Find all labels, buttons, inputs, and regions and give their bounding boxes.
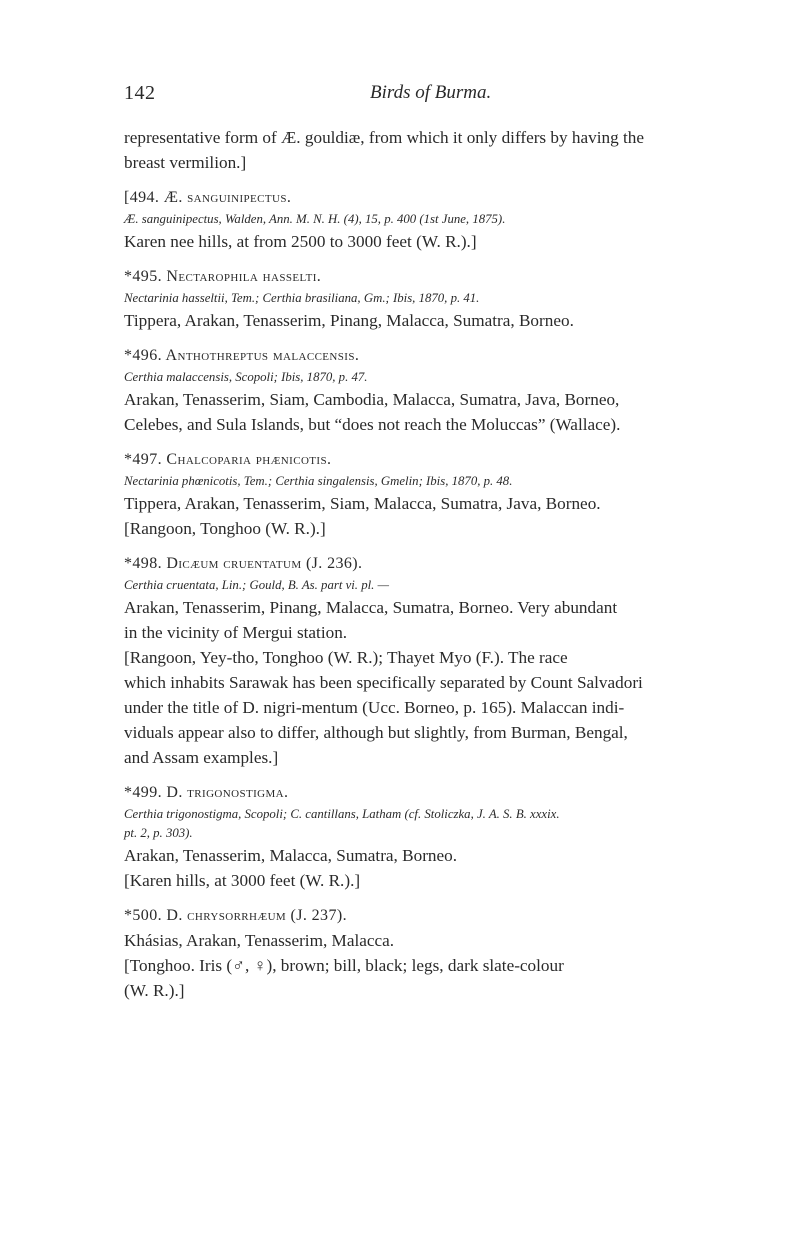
species-entry-499: [124, 781, 680, 893]
page-number: 142: [124, 82, 156, 104]
species-heading: *499. D. trigonostigma.: [124, 784, 289, 801]
species-heading: *498. Dicæum cruentatum (J. 236).: [124, 555, 363, 572]
intro-line-2: breast vermilion.]: [124, 153, 247, 172]
species-heading: [494. Æ. sanguinipectus.: [124, 189, 292, 206]
synonymy-line: Certhia trigonostigma, Scopoli; C. cantillans, Latham (cf. Stoliczka, J. A. S. B. xxxix.: [124, 807, 560, 821]
page-body: [124, 125, 680, 1003]
synonymy-line: Nectarinia phœnicotis, Tem.; Certhia singalensis, Gmelin; Ibis, 1870, p. 48.: [124, 474, 513, 488]
species-heading: *497. Chalcoparia phænicotis.: [124, 451, 332, 468]
species-entry-496: [124, 344, 680, 437]
species-entry-500: [124, 904, 680, 1003]
synonymy-line: Nectarinia hasseltii, Tem.; Certhia brasiliana, Gm.; Ibis, 1870, p. 41.: [124, 291, 480, 305]
locality-note: which inhabits Sarawak has been specifically separated by Count Salvadori: [124, 673, 643, 692]
species-heading: *500. D. chrysorrhæum (J. 237).: [124, 907, 347, 924]
species-entry-497: [124, 448, 680, 541]
synonymy-line: Æ. sanguinipectus, Walden, Ann. M. N. H. (4), 15, p. 400 (1st June, 1875).: [124, 212, 506, 226]
distribution-line: Khásias, Arakan, Tenasserim, Malacca.: [124, 931, 395, 950]
locality-note: [Rangoon, Tonghoo (W. R.).]: [124, 519, 326, 538]
locality-note: [Tonghoo. Iris (♂, ♀), brown; bill, black; legs, dark slate-colour: [124, 956, 564, 975]
species-heading: *496. Anthothreptus malaccensis.: [124, 347, 360, 364]
species-entry-494: [124, 186, 680, 254]
distribution-line: Tippera, Arakan, Tenasserim, Siam, Malacca, Sumatra, Java, Borneo.: [124, 494, 601, 513]
locality-note: under the title of D. nigri-mentum (Ucc. Borneo, p. 165). Malaccan indi-: [124, 698, 625, 717]
locality-note: viduals appear also to differ, although but slightly, from Burman, Bengal,: [124, 723, 628, 742]
distribution-line: in the vicinity of Mergui station.: [124, 623, 348, 642]
species-heading: *495. Nectarophila hasselti.: [124, 268, 322, 285]
running-title: Birds of Burma.: [370, 82, 492, 103]
intro-line-1: representative form of Æ. gouldiæ, from which it only differs by having the: [124, 128, 644, 147]
synonymy-line: Certhia malaccensis, Scopoli; Ibis, 1870, p. 47.: [124, 370, 368, 384]
species-entry-495: [124, 265, 680, 333]
synonymy-line: Certhia cruentata, Lin.; Gould, B. As. part vi. pl. —: [124, 578, 389, 592]
page-header: [124, 82, 684, 106]
locality-note: and Assam examples.]: [124, 748, 279, 767]
locality-note: (W. R.).]: [124, 981, 185, 1000]
distribution-line: Arakan, Tenasserim, Malacca, Sumatra, Borneo.: [124, 846, 458, 865]
distribution-line: Arakan, Tenasserim, Siam, Cambodia, Malacca, Sumatra, Java, Borneo,: [124, 390, 620, 409]
distribution-line: Tippera, Arakan, Tenasserim, Pinang, Malacca, Sumatra, Borneo.: [124, 311, 574, 330]
locality-note: [Karen hills, at 3000 feet (W. R.).]: [124, 871, 361, 890]
species-entry-498: [124, 552, 680, 770]
distribution-line: Arakan, Tenasserim, Pinang, Malacca, Sumatra, Borneo. Very abundant: [124, 598, 618, 617]
locality-note: [Rangoon, Yey-tho, Tonghoo (W. R.); Thayet Myo (F.). The race: [124, 648, 568, 667]
distribution-line: Celebes, and Sula Islands, but “does not reach the Moluccas” (Wallace).: [124, 415, 621, 434]
distribution-line: Karen nee hills, at from 2500 to 3000 feet (W. R.).]: [124, 232, 477, 251]
synonymy-line: pt. 2, p. 303).: [124, 826, 193, 840]
